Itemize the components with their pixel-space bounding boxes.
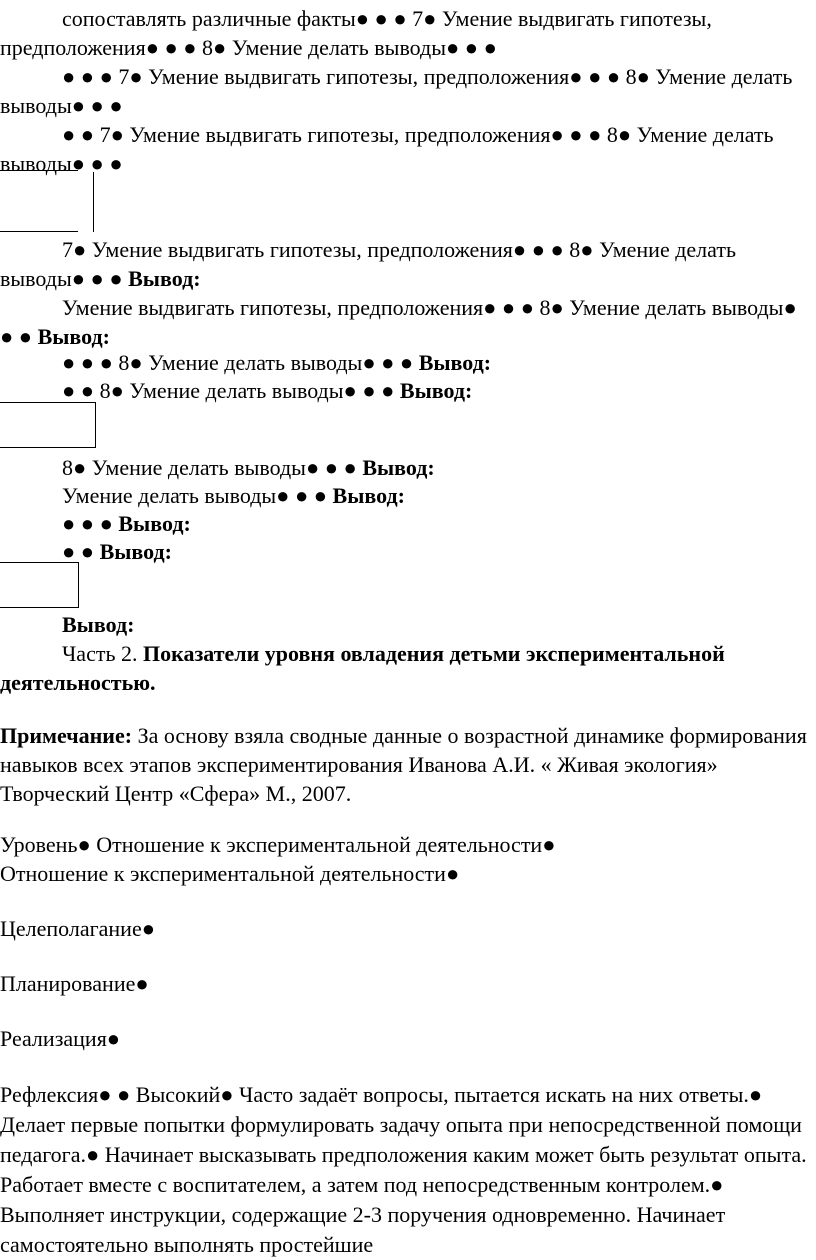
paragraph-text: ● ● ● 8● Умение делать выводы● ● ● <box>62 350 419 375</box>
conclusion-label: Вывод: <box>399 378 473 403</box>
table-border-line <box>0 170 78 171</box>
paragraph-text: ● ● <box>62 539 100 564</box>
conclusion-label: Вывод: <box>332 483 405 508</box>
stage-label: Реализация● <box>0 1026 121 1051</box>
paragraph-text: сопоставлять различные факты● ● ● 7● Умение выдвигать гипотезы, предположения● ● ● 8● Умение делать выводы● ● ● <box>0 6 712 60</box>
note-label: Примечание: <box>0 723 133 748</box>
level-line: Отношение к экспериментальной деятельности● <box>0 861 460 886</box>
realization-label <box>0 1024 810 1053</box>
conclusion-label: Вывод: <box>99 539 172 564</box>
paragraph-text: 8● Умение делать выводы● ● ● <box>62 455 363 480</box>
paragraph-hypotheses-2 <box>0 120 810 178</box>
paragraph-text: ● ● 8● Умение делать выводы● ● ● <box>62 378 400 403</box>
paragraph-conclusions-4 <box>0 481 810 510</box>
table-cell-box <box>0 562 79 608</box>
table-cell-box <box>0 402 96 448</box>
conclusion-label: Вывод: <box>362 455 435 480</box>
conclusion-label: Вывод: <box>37 324 110 349</box>
paragraph-text: Умение выдвигать гипотезы, предположения● ● ● 8● Умение делать выводы● ● ● <box>0 295 797 349</box>
table-border-line <box>0 231 78 232</box>
paragraph-facts <box>0 4 810 62</box>
paragraph-conclusion-final <box>0 610 810 639</box>
conclusion-label: Вывод: <box>128 266 201 291</box>
conclusion-label: Вывод: <box>118 511 191 536</box>
paragraph-conclusions-3 <box>0 453 810 482</box>
reflection-paragraph <box>0 1080 810 1260</box>
paragraph-text: ● ● 7● Умение выдвигать гипотезы, предположения● ● ● 8● Умение делать выводы● ● ● <box>0 122 774 176</box>
paragraph-conclusions-1 <box>0 348 810 377</box>
note-paragraph <box>0 721 810 808</box>
part-number: Часть 2. <box>62 641 143 666</box>
part-2-heading <box>0 639 810 697</box>
table-border-line <box>93 172 94 232</box>
planning-label <box>0 969 810 998</box>
paragraph-text: Умение делать выводы● ● ● <box>62 483 333 508</box>
paragraph-text: 7● Умение выдвигать гипотезы, предположения● ● ● 8● Умение делать выводы● ● ● <box>0 237 736 291</box>
stage-label: Целеполагание● <box>0 916 156 941</box>
goal-setting-label <box>0 914 810 943</box>
paragraph-conclusions-5 <box>0 509 810 538</box>
paragraph-text: ● ● ● 7● Умение выдвигать гипотезы, предположения● ● ● 8● Умение делать выводы● ● ● <box>0 64 793 118</box>
conclusion-label: Вывод: <box>418 350 492 375</box>
level-paragraph <box>0 830 810 888</box>
part-title: Показатели уровня овладения детьми экспериментальной деятельностью. <box>0 641 725 695</box>
paragraph-hypotheses-4 <box>0 293 810 351</box>
reflection-text: Рефлексия● ● Высокий● Часто задаёт вопросы, пытается искать на них ответы.● Делает первые попытки формулировать задачу опыта при непосредственной помощи педагога.● Начинает высказывать предположения каким может быть результат опыта. Работает вместе с воспитателем, а затем под непосредственным контролем.● Выполняет инструкции, содержащие 2-3 поручения одновременно. Начинает самостоятельно выполнять простейшие <box>0 1082 807 1257</box>
paragraph-hypotheses-1 <box>0 62 810 120</box>
paragraph-text: ● ● ● <box>62 511 119 536</box>
note-text: За основу взяла сводные данные о возрастной динамике формирования навыков всех этапов экспериментирования Иванова А.И. « Живая экология» Творческий Центр «Сфера» М., 2007. <box>0 723 807 806</box>
paragraph-hypotheses-3 <box>0 235 810 293</box>
paragraph-conclusions-6 <box>0 537 810 566</box>
level-line: Уровень● Отношение к экспериментальной деятельности● <box>0 832 556 857</box>
paragraph-conclusions-2 <box>0 376 810 405</box>
stage-label: Планирование● <box>0 971 149 996</box>
conclusion-label: Вывод: <box>62 612 135 637</box>
